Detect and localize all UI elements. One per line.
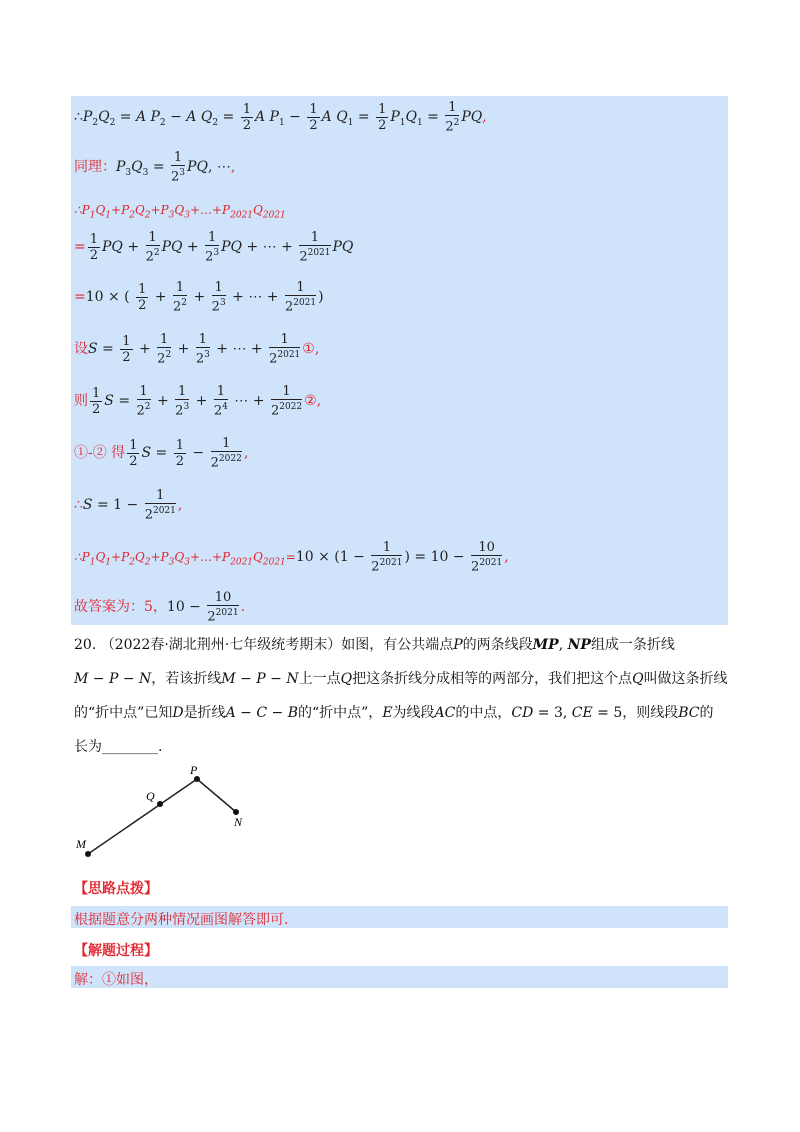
solution-line-8: ①-② 得 $\frac{1}{2}$ S = $\frac{1}{2}$ − $\frac{1}{2^{2022}}$ , — [74, 436, 249, 471]
label-n: N — [234, 815, 243, 829]
solution-line-11: 故答案为：5，10 − $\frac{10}{2^{2021}}$ . — [74, 590, 246, 625]
problem-line-3: 的“折中点”已知D是折线A − C − B的“折中点”，E为线段AC的中点，CD = 3, CE = 5，则线段BC的 — [74, 705, 714, 721]
problem-line-2: M − P − N，若该折线M − P − N上一点Q把这条折线分成相等的两部分，我们把这个点Q叫做这条折线 — [74, 671, 728, 687]
solution-line-2: 同理：$P_3Q_3$ = $\frac{1}{2^3}$ PQ, ⋯, — [74, 150, 236, 185]
label-m: M — [76, 837, 86, 851]
polyline-figure — [72, 764, 250, 864]
problem-line-1: 20. （2022春·湖北荆州·七年级统考期末）如图，有公共端点P的两条线段MP, NP组成一条折线 — [74, 637, 675, 653]
problem-20 — [74, 628, 734, 764]
process-title: 【解题过程】 — [74, 943, 158, 959]
solution-line-6: 设S = $\frac{1}{2}$ + $\frac{1}{2^2}$ + $\frac{1}{2^3}$ + ⋯ + $\frac{1}{2^{2021}}$ ①, — [74, 332, 320, 367]
solution-line-4: = $\frac{1}{2}$ PQ + $\frac{1}{2^2}$ PQ + $\frac{1}{2^3}$ PQ + ⋯ + $\frac{1}{2^{2021}}$ PQ — [74, 230, 354, 265]
hint-title: 【思路点拨】 — [74, 881, 158, 897]
solution-line-7: 则 $\frac{1}{2}$ S = $\frac{1}{2^2}$ + $\frac{1}{2^3}$ + $\frac{1}{2^4}$ ⋯ + $\frac{1}{2^{2022}}$ ②, — [74, 384, 322, 419]
label-p: P — [190, 764, 198, 777]
point-q — [157, 801, 163, 807]
solution-line-9: ∴S = 1 − $\frac{1}{2^{2021}}$ , — [74, 488, 183, 523]
solution-line-1: $\therefore P_2Q_2 = A$ $P_2 - A$ $Q_2$ = $\frac{1}{2}$ A $P_1$ − $\frac{1}{2}$ A $Q_1$ = $\frac{1}{2}$ $P_1Q_1$ = $\frac{1}{2^2}$ PQ, — [74, 100, 487, 135]
problem-line-4: 长为________. — [74, 739, 163, 755]
solution-line-3: $\therefore P_1Q_1+P_2Q_2+P_3Q_3+\dots+P_{2021}Q_{2021}$ — [74, 203, 286, 221]
solution-line-5: =10 × ( $\frac{1}{2}$ + $\frac{1}{2^2}$ + $\frac{1}{2^3}$ + ⋯ + $\frac{1}{2^{2021}}$ ) — [74, 280, 324, 315]
solution-line-10: $\therefore P_1Q_1+P_2Q_2+P_3Q_3+\dots+P_{2021}Q_{2021}=10 \times (1$ − $\frac{1}{2^{2021}}$ ) = 10 − $\frac{10}{2^{2021}}$ , — [74, 540, 509, 575]
hint-text: 根据题意分两种情况画图解答即可. — [74, 912, 289, 928]
point-m — [85, 851, 91, 857]
label-q: Q — [146, 789, 155, 803]
process-text: 解：①如图， — [74, 972, 158, 988]
process-block — [71, 966, 728, 988]
